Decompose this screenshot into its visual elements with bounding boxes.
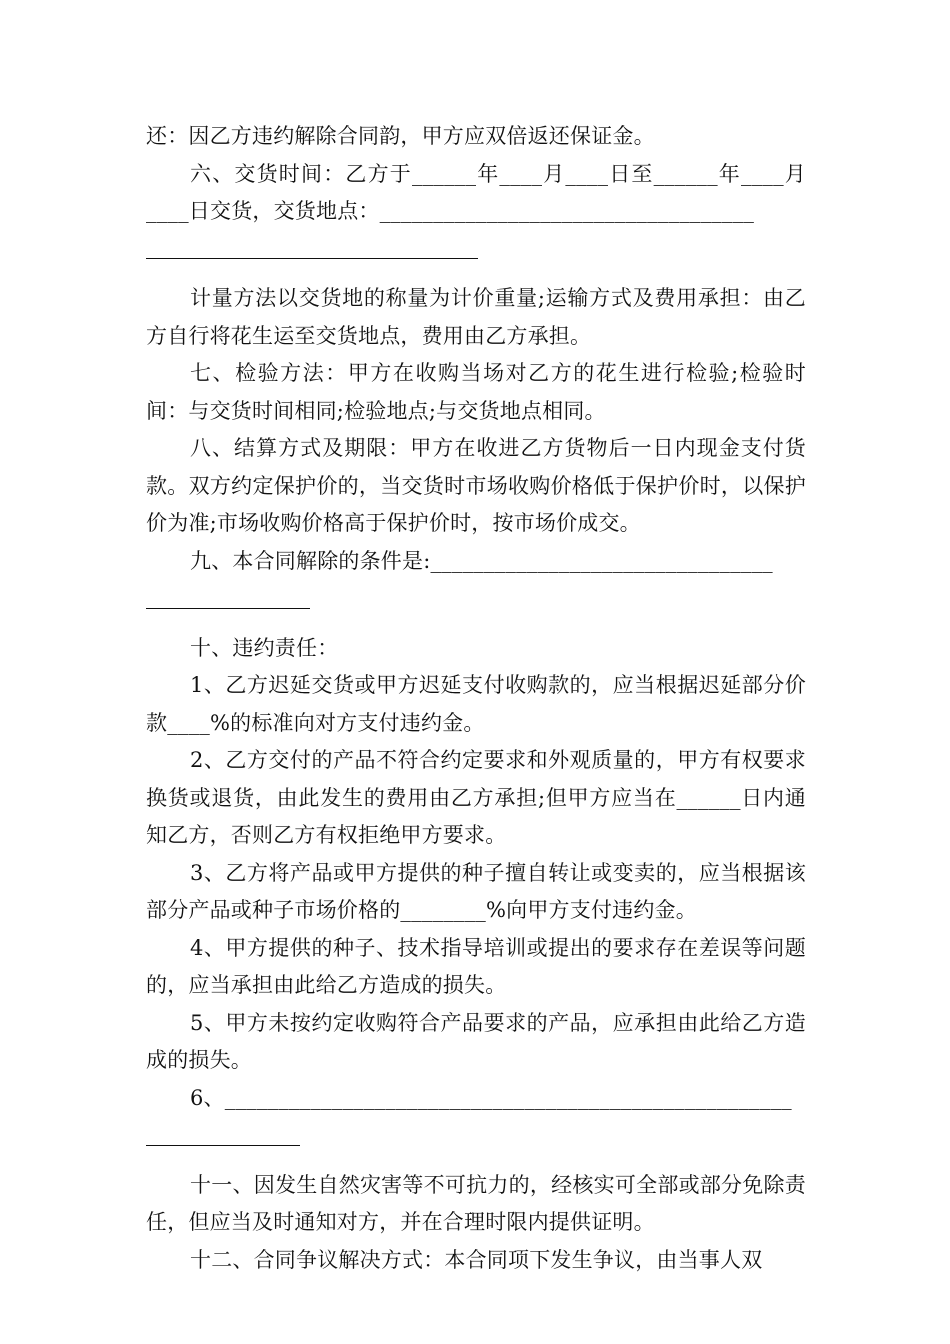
fill-in-line (146, 1117, 806, 1155)
paragraph-measurement: 计量方法以交货地的称量为计价重量;运输方式及费用承担：由乙方自行将花生运至交货地点，费用由乙方承担。 (146, 286, 806, 348)
paragraph-liability-4: 4、甲方提供的种子、技术指导培训或提出的要求存在差误等问题的，应当承担由此给乙方造成的损失。 (146, 935, 806, 997)
paragraph-force-majeure: 十一、因发生自然灾害等不可抗力的，经核实可全部或部分免除责任，但应当及时通知对方，并在合理时限内提供证明。 (146, 1172, 806, 1234)
paragraph-liability-6: 6、_____________________________________________________ (190, 1085, 792, 1110)
paragraph-liability-2: 2、乙方交付的产品不符合约定要求和外观质量的，甲方有权要求换货或退货，由此发生的费用由乙方承担;但甲方应当在______日内通知乙方，否则乙方有权拒绝甲方要求。 (146, 748, 806, 847)
paragraph-settlement: 八、结算方式及期限：甲方在收进乙方货物后一日内现金支付货款。双方约定保护价的，当交货时市场收购价格低于保护价时，以保护价为准;市场收购价格高于保护价时，按市场价成交。 (146, 436, 806, 535)
paragraph-liability-1: 1、乙方迟延交货或甲方迟延支付收购款的，应当根据迟延部分价款____%的标准向对方支付违约金。 (146, 673, 806, 735)
paragraph-delivery-time: 六、交货时间：乙方于______年____月____日至______年____月____日交货，交货地点：___________________________________ (146, 161, 806, 223)
paragraph-termination: 九、本合同解除的条件是:________________________________ (190, 548, 773, 573)
document-page (146, 118, 806, 1279)
paragraph-inspection: 七、检验方法：甲方在收购当场对乙方的花生进行检验;检验时间：与交货时间相同;检验地点;与交货地点相同。 (146, 361, 806, 423)
paragraph-liability-5: 5、甲方未按约定收购符合产品要求的产品，应承担由此给乙方造成的损失。 (146, 1010, 806, 1072)
fill-in-line (146, 580, 806, 618)
paragraph-deposit-return: 还：因乙方违约解除合同韵，甲方应双倍返还保证金。 (146, 124, 655, 148)
paragraph-dispute-resolution: 十二、合同争议解决方式：本合同项下发生争议，由当事人双 (190, 1247, 763, 1272)
paragraph-liability-heading: 十、违约责任： (190, 635, 339, 660)
fill-in-line (146, 231, 806, 269)
paragraph-liability-3: 3、乙方将产品或甲方提供的种子擅自转让或变卖的，应当根据该部分产品或种子市场价格的________%向甲方支付违约金。 (146, 860, 806, 922)
